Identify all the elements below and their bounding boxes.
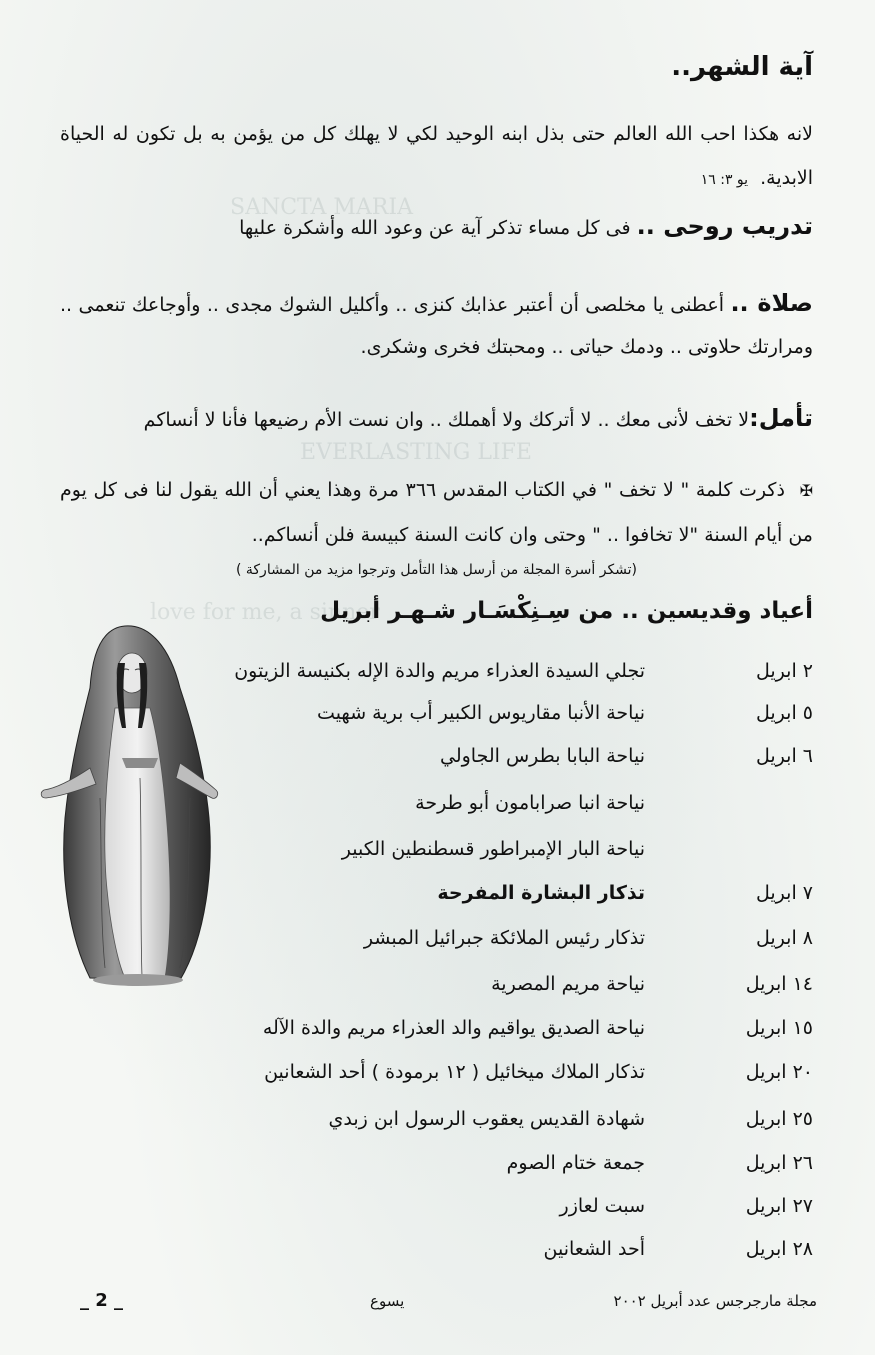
- feast-text: نياحة البار الإمبراطور قسطنطين الكبير: [341, 838, 645, 860]
- feast-row: [193, 973, 813, 1011]
- feast-row: [193, 927, 813, 965]
- prayer-label: صلاة ..: [730, 289, 813, 317]
- spiritual-training: [60, 212, 813, 240]
- spiritual-training-label: تدريب روحى ..: [636, 212, 813, 240]
- thanks-note: (تشكر أسرة المجلة من أرسل هذا التأمل وترجوا مزيد من المشاركة ): [235, 562, 638, 578]
- feast-date: ٢ ابريل: [756, 660, 813, 682]
- feast-row: [193, 1061, 813, 1099]
- verse-body: لانه هكذا احب الله العالم حتى بذل ابنه الوحيد لكي لا يهلك كل من يؤمن به بل تكون له الحياة الابدية.: [60, 123, 813, 189]
- feast-row: [193, 882, 813, 920]
- feast-date: ٢٠ ابريل: [745, 1061, 813, 1083]
- meditation: [60, 404, 813, 432]
- feast-date: ٢٥ ابريل: [745, 1108, 813, 1130]
- feast-text: جمعة ختام الصوم: [506, 1152, 645, 1174]
- feast-text: شهادة القديس يعقوب الرسول ابن زبدي: [328, 1108, 645, 1130]
- feast-date: ٦ ابريل: [756, 745, 813, 767]
- magazine-issue: مجلة مارجرجس عدد أبريل ٢٠٠٢: [613, 1292, 817, 1310]
- feast-text: تذكار رئيس الملائكة جبرائيل المبشر: [363, 927, 645, 949]
- cross-icon: ✠: [799, 481, 813, 500]
- verse-text: [60, 112, 813, 202]
- note-text: ذكرت كلمة " لا تخف " في الكتاب المقدس ٣٦٦ مرة وهذا يعني أن الله يقول لنا فى كل يوم من أيام السنة "لا تخافوا .. " وحتى وان كانت السنة كبيسة فلن أنساكم..: [60, 479, 813, 546]
- page-number: _ 2 _: [80, 1290, 124, 1311]
- feast-date: ٧ ابريل: [756, 882, 813, 904]
- show-through-text: EVERLASTING LIFE: [300, 440, 532, 465]
- feast-row: [193, 1238, 813, 1276]
- feast-date: ٨ ابريل: [756, 927, 813, 949]
- feast-text: نياحة الأنبا مقاريوس الكبير أب برية شهيت: [317, 702, 645, 724]
- note: [60, 468, 813, 557]
- feast-text: تجلي السيدة العذراء مريم والدة الإله بكنيسة الزيتون: [234, 660, 645, 682]
- meditation-label: تأمل:: [749, 404, 813, 432]
- feast-text: تذكار الملاك ميخائيل ( ١٢ برمودة ) أحد الشعانين: [264, 1061, 645, 1083]
- feast-text: سبت لعازر: [559, 1195, 645, 1217]
- feast-date: ٢٦ ابريل: [745, 1152, 813, 1174]
- feast-text: نياحة انبا صرابامون أبو طرحة: [415, 792, 645, 814]
- feast-row: [193, 838, 813, 876]
- feast-text: أحد الشعانين: [543, 1238, 645, 1260]
- footer-center-text: يسوع: [370, 1292, 405, 1310]
- feast-date: ٥ ابريل: [756, 702, 813, 724]
- feast-row: [193, 660, 813, 698]
- feast-text: نياحة مريم المصرية: [491, 973, 645, 995]
- feast-date: ١٤ ابريل: [745, 973, 813, 995]
- prayer: [60, 282, 813, 368]
- feast-row: [193, 745, 813, 783]
- feast-date: ١٥ ابريل: [745, 1017, 813, 1039]
- feast-date: ٢٧ ابريل: [745, 1195, 813, 1217]
- feast-row: [193, 702, 813, 740]
- show-through-text: SANCTA MARIA: [230, 195, 413, 220]
- verse-title: آية الشهر..: [671, 52, 813, 82]
- feast-row: [193, 1108, 813, 1146]
- virgin-mary-illustration: [30, 618, 240, 998]
- feast-row: [193, 1017, 813, 1055]
- feast-date: ٢٨ ابريل: [745, 1238, 813, 1260]
- show-through-text: love for me, a sinner: [150, 600, 380, 625]
- feasts-title: أعياد وقديسين .. من سِـنِكْسَـار شـهـر أبريل: [320, 598, 813, 624]
- spiritual-training-text: فى كل مساء تذكر آية عن وعود الله وأشكرة عليها: [239, 217, 631, 239]
- meditation-text: لا تخف لأنى معك .. لا أتركك ولا أهملك .. وان نست الأم رضيعها فأنا لا أنساكم: [143, 409, 750, 431]
- feast-text: نياحة الصديق يواقيم والد العذراء مريم والدة الآله: [262, 1017, 645, 1039]
- feast-text: نياحة البابا بطرس الجاولي: [439, 745, 645, 767]
- feast-row: [193, 1195, 813, 1233]
- prayer-text: أعطنى يا مخلصى أن أعتبر عذابك كنزى .. وأكليل الشوك مجدى .. وأوجاعك تنعمى .. ومرارتك حلاوتى .. ودمك حياتى .. ومحبتك فخرى وشكرى.: [60, 294, 813, 358]
- feast-row: [193, 792, 813, 830]
- feast-row: [193, 1152, 813, 1190]
- feast-text: تذكار البشارة المفرحة: [437, 882, 645, 904]
- verse-reference: يو ٣: ١٦: [700, 172, 749, 188]
